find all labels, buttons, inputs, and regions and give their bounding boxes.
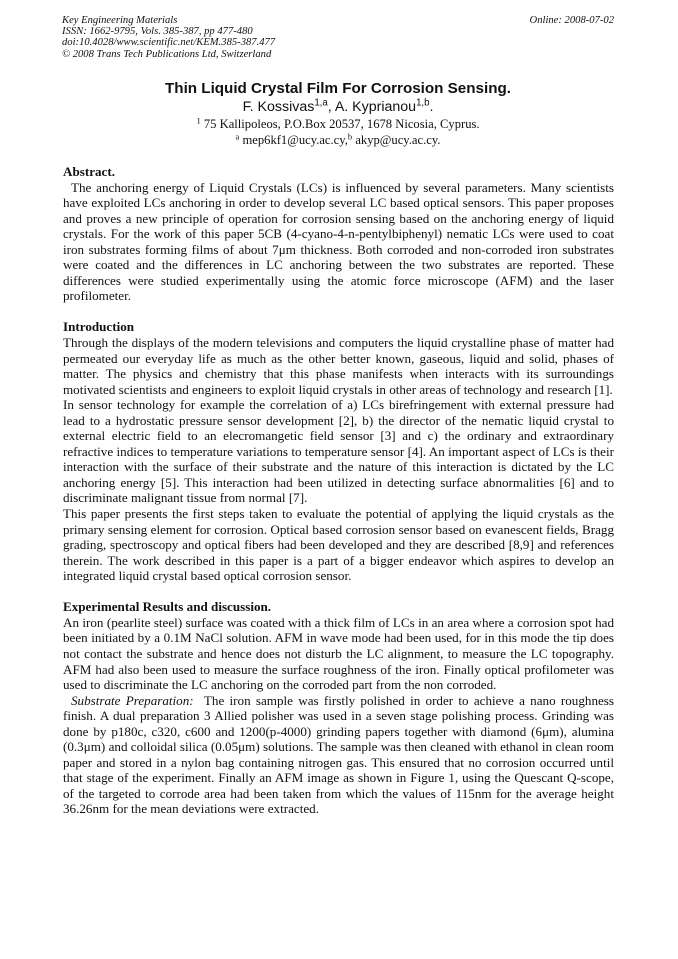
affiliation-mark: 1 (196, 115, 201, 126)
experimental-heading: Experimental Results and discussion. (63, 599, 272, 615)
author-name: A. Kyprianou (334, 99, 417, 115)
experimental-paragraph: An iron (pearlite steel) surface was coated with a thick film of LCs in an area where a corrosion spot had been initiated by a 0.1M NaCl solution. AFM in wave mode had been used, for in this mode the tip does not contact the substrate and hence does not disturb the LC alignment, to measure the LC topography. AFM had also been used to measure the surface roughness of the iron. Finally optical profilometer was used to discriminate the LC anchoring on the corroded part from the non corroded. (63, 614, 614, 693)
journal-name: Key Engineering Materials (62, 15, 178, 26)
author-separator: , (327, 99, 335, 115)
section-gap (63, 584, 614, 600)
abstract-text: The anchoring energy of Liquid Crystals (LCs) is influenced by several parameters. Many scientists have exploited LCs anchoring in order to develop several LC based optical sensors. This paper proposes and proves a new principle of operation for corrosion sensing based on the anchoring energy of liquid crystals. For the work of this paper 5CB (4-cyano-4-n-pentylbiphenyl) nematic LCs were used to coat iron substrates forming films of about 7μm thickness. Both corroded and non-corroded iron substrates were coated and the differences in LC anchoring between the two substrates are reported. These differences were studied experimentally using the atomic force microscope (AFM) and the laser profilometer. (63, 179, 614, 304)
author-affiliation-mark: 1,b (416, 97, 430, 109)
journal-copyright: © 2008 Trans Tech Publications Ltd, Switzerland (62, 48, 272, 60)
paper-title: Thin Liquid Crystal Film For Corrosion Sensing. (165, 80, 511, 97)
abstract-heading: Abstract. (63, 164, 115, 179)
introduction-heading: Introduction (63, 319, 135, 335)
email-mark: a (235, 131, 240, 142)
online-date: Online: 2008-07-02 (529, 15, 614, 26)
introduction-paragraph: Through the displays of the modern televisions and computers the liquid crystalline phase of matter had permeated our everyday life as much as the other better known, gaseous, liquid and solid, phases of matter. The physics and chemistry that this phase manifests when interacts with its surroundings motivated scientists and engineers to exploit liquid crystals in other areas of technology and research [1]. (63, 335, 614, 397)
email-address[interactable]: mep6kf1@ucy.ac.cy, (239, 133, 348, 147)
introduction-paragraph: This paper presents the first steps taken to evaluate the potential of applying the liquid crystals as the primary sensing element for corrosion. Optical based corrosion sensor based on evanescent fields, Bragg grading, spectroscopy and optical fibers had been developed and they are described [8,9] and references therein. The work described in this paper is a part of a bigger endeavor which aspires to develop an integrated liquid crystal based optical corrosion sensor. (63, 506, 614, 584)
journal-issn: ISSN: 1662-9795, Vols. 385-387, pp 477-480 (62, 26, 253, 38)
author-emails (62, 132, 614, 148)
paragraph-run-in-label: Substrate Preparation: (71, 692, 194, 708)
substrate-preparation-paragraph (63, 693, 614, 817)
affiliation-address: 75 Kallipoleos, P.O.Box 20537, 1678 Nicosia, Cyprus. (200, 117, 480, 131)
author-affiliation-mark: 1,a (314, 97, 328, 109)
introduction-paragraph: In sensor technology for example the correlation of a) LCs birefringement with external pressure had lead to a hydrostatic pressure sensor development [2], b) the director of the nematic liquid crystal to external electric field to an elecromangetic field sensor [3] and c) the ordinary and extraordinary refractive indices to temperature variations to temperature sensor [4]. An important aspect of LCs is their interaction with the surface of their substrate and the nature of this interaction is dictated by the LC anchoring energy [5]. This interaction had been utilized in detecting surface abnormalities [6] and to discriminate malignant tissue from normal [7]. (63, 397, 614, 506)
journal-doi: doi:10.4028/www.scientific.net/KEM.385-387.477 (62, 37, 276, 49)
journal-header (62, 15, 462, 60)
affiliation (62, 116, 614, 132)
title-block (62, 80, 614, 148)
email-address[interactable]: akyp@ucy.ac.cy. (352, 133, 441, 147)
paper-body (63, 164, 614, 817)
author-line-end: . (429, 99, 434, 115)
author-name: F. Kossivas (242, 99, 315, 115)
paragraph-body: The iron sample was firstly polished in order to achieve a nano roughness finish. A dual preparation 3 Allied polisher was used in a seven stage polishing process. Grinding was done by p180c, c320, c600 and 1200(p-4000) grinding papers together with diamond (6μm), alumina (0.3μm) and colloidal silica (0.05μm) solutions. The sample was then cleaned with ethanol in clean room paper and stored in a nylon bag containing nitrogen gas. This ensured that no corrosion occurred until that stage of the experiment. Finally an AFM image as shown in Figure 1, using the Quescant Q-scope, of the targeted to corrode area had been taken from which the values of 115nm for the average height 36.26nm for the mean deviations were extracted. (63, 692, 614, 817)
author-line (62, 98, 614, 116)
section-gap (63, 304, 614, 320)
email-mark: b (347, 131, 353, 142)
